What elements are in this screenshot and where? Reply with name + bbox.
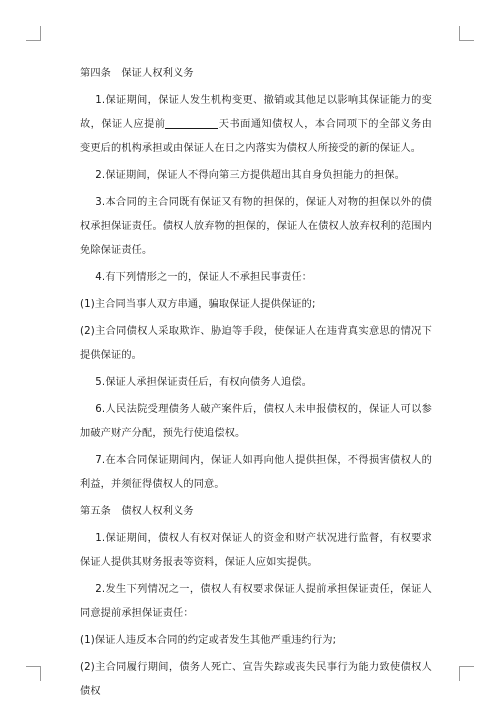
document-body [80,62,432,707]
article-5-heading: 第五条 债权人权利义务 [80,506,194,517]
notice-days-blank[interactable] [165,118,218,129]
article-5-clause-1: 1.保证期间，债权人有权对保证人的资金和财产状况进行监督，有权要求保证人提供其财务报表等资料，保证人应如实提供。 [80,533,432,568]
article-5-clause-2: 2.发生下列情况之一，债权人有权要求保证人提前承担保证责任，保证人同意提前承担保证责任： [80,584,432,619]
crop-mark-bottom-right [459,666,474,681]
article-5-clause-2-item-2: (2)主合同履行期间，债务人死亡、宣告失踪或丧失民事行为能力致使债权人债权 [80,662,432,697]
crop-mark-top-left [26,26,41,41]
article-4-clause-4: 4.有下列情形之一的，保证人不承担民事责任： [95,272,313,283]
article-4-clause-1 [80,89,432,161]
crop-mark-top-right [459,26,474,41]
article-4-clause-5: 5.保证人承担保证责任后，有权向债务人追偿。 [95,377,313,388]
article-4-clause-3: 3.本合同的主合同既有保证又有物的担保的，保证人对物的担保以外的债权承担保证责任。债权人放弃物的担保的，保证人在债权人放弃权利的范围内免除保证责任。 [80,197,432,256]
article-4-clause-4-item-2: (2)主合同债权人采取欺诈、胁迫等手段，使保证人在违背真实意思的情况下提供保证的。 [80,326,432,361]
clause-1-text-before: 1.保证期间，保证人发生机构变更、撤销或其他足以影响其保证能力的变故，保证人应提前 [80,95,432,130]
clause-1-text-after: 天书面通知债权人，本合同项下的全部义务由变更后的机构承担或由保证人在日之内落实为债权人所接受的新的保证人。 [80,119,432,154]
article-5-clause-2-item-1: (1)保证人违反本合同的约定或者发生其他严重违约行为; [80,635,337,646]
article-4-heading: 第四条 保证人权利义务 [80,68,194,79]
article-4-clause-7: 7.在本合同保证期间内，保证人如再向他人提供担保，不得损害债权人的利益，并须征得债权人的同意。 [80,455,432,490]
article-4-clause-6: 6.人民法院受理债务人破产案件后，债权人未申报债权的，保证人可以参加破产财产分配，预先行使追偿权。 [80,404,432,439]
crop-mark-bottom-left [26,666,41,681]
article-4-clause-2: 2.保证期间，保证人不得向第三方提供超出其自身负担能力的担保。 [95,170,406,181]
article-4-clause-4-item-1: (1)主合同当事人双方串通，骗取保证人提供保证的; [80,299,316,310]
